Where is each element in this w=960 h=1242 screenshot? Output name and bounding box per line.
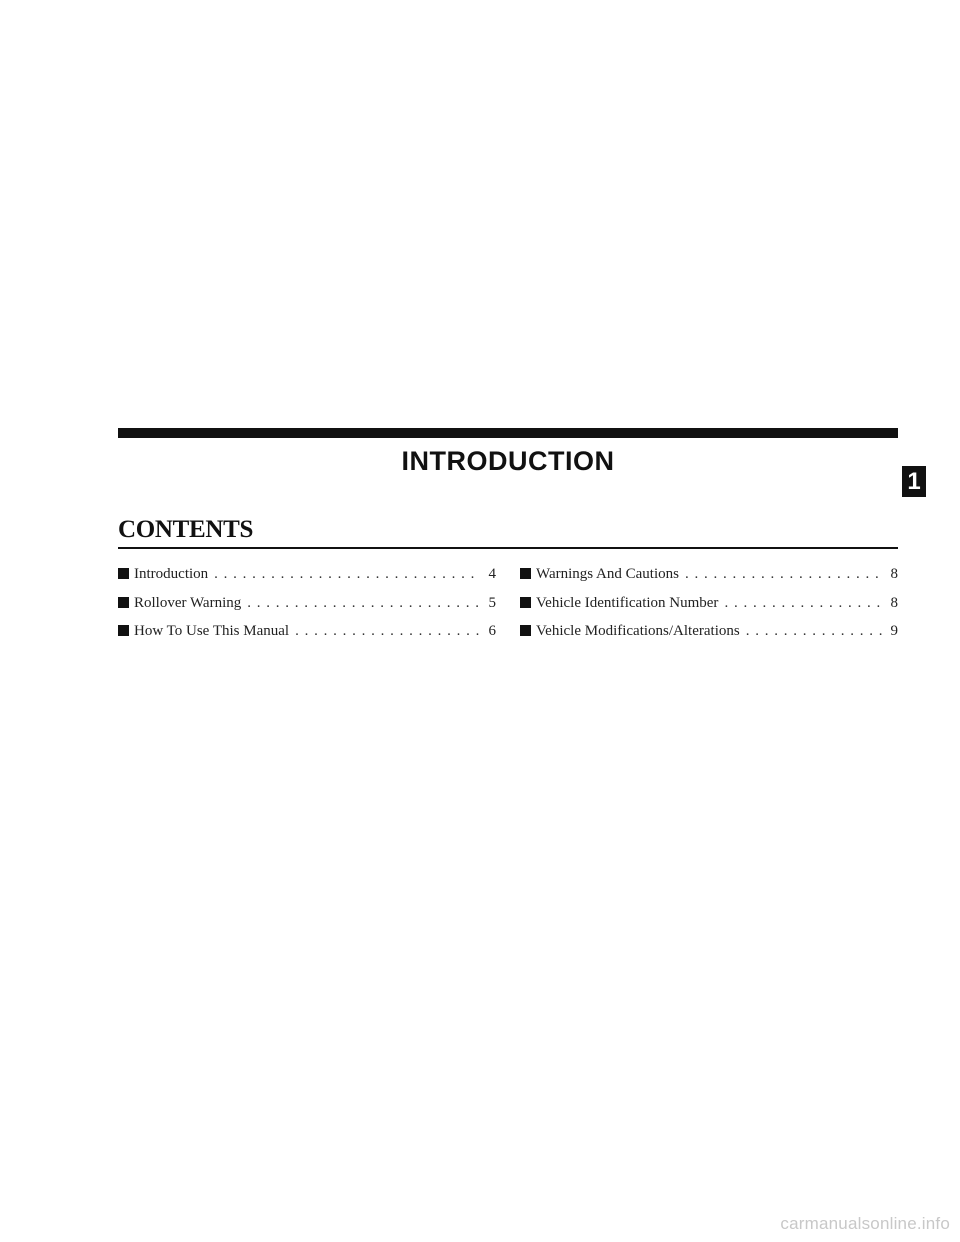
contents-rule bbox=[118, 547, 898, 549]
dot-leader bbox=[746, 623, 882, 640]
toc-entry-vehicle-modifications-alterations[interactable] bbox=[520, 623, 898, 652]
square-bullet-icon bbox=[118, 625, 129, 636]
toc-entry-vehicle-identification-number[interactable] bbox=[520, 595, 898, 624]
toc-entry-page: 9 bbox=[890, 623, 898, 639]
toc-entry-label: Introduction bbox=[134, 566, 209, 582]
dot-leader bbox=[295, 623, 480, 640]
dot-leader bbox=[214, 566, 480, 583]
toc-entry-how-to-use-this-manual[interactable] bbox=[118, 623, 496, 652]
square-bullet-icon bbox=[118, 597, 129, 608]
toc-entry-label: Rollover Warning bbox=[134, 594, 242, 611]
toc-entry-page: 8 bbox=[890, 594, 898, 611]
toc-left-column bbox=[118, 566, 496, 652]
toc-entry-page: 6 bbox=[488, 623, 496, 639]
square-bullet-icon bbox=[520, 568, 531, 579]
dot-leader bbox=[685, 566, 882, 583]
square-bullet-icon bbox=[118, 568, 129, 579]
toc-entry-label: Warnings And Cautions bbox=[536, 566, 679, 582]
chapter-top-rule bbox=[118, 428, 898, 438]
toc-entry-rollover-warning[interactable] bbox=[118, 595, 496, 624]
toc-right-column bbox=[520, 566, 898, 652]
site-watermark: carmanualsonline.info bbox=[780, 1214, 950, 1233]
toc-entry-label: Vehicle Modifications/Alterations bbox=[536, 623, 740, 639]
dot-leader bbox=[247, 595, 480, 612]
contents-heading: CONTENTS bbox=[118, 516, 254, 543]
toc-entry-label: Vehicle Identification Number bbox=[536, 594, 719, 611]
toc-entry-label: How To Use This Manual bbox=[134, 623, 290, 639]
toc-entry-page: 5 bbox=[488, 594, 496, 611]
toc-entry-warnings-and-cautions[interactable] bbox=[520, 566, 898, 595]
chapter-title: INTRODUCTION bbox=[401, 446, 615, 476]
dot-leader bbox=[724, 595, 882, 612]
square-bullet-icon bbox=[520, 597, 531, 608]
toc-entry-page: 8 bbox=[890, 566, 898, 582]
square-bullet-icon bbox=[520, 625, 531, 636]
toc-entry-introduction[interactable] bbox=[118, 566, 496, 595]
toc-entry-page: 4 bbox=[488, 566, 496, 582]
chapter-number-tab: 1 bbox=[902, 466, 926, 497]
